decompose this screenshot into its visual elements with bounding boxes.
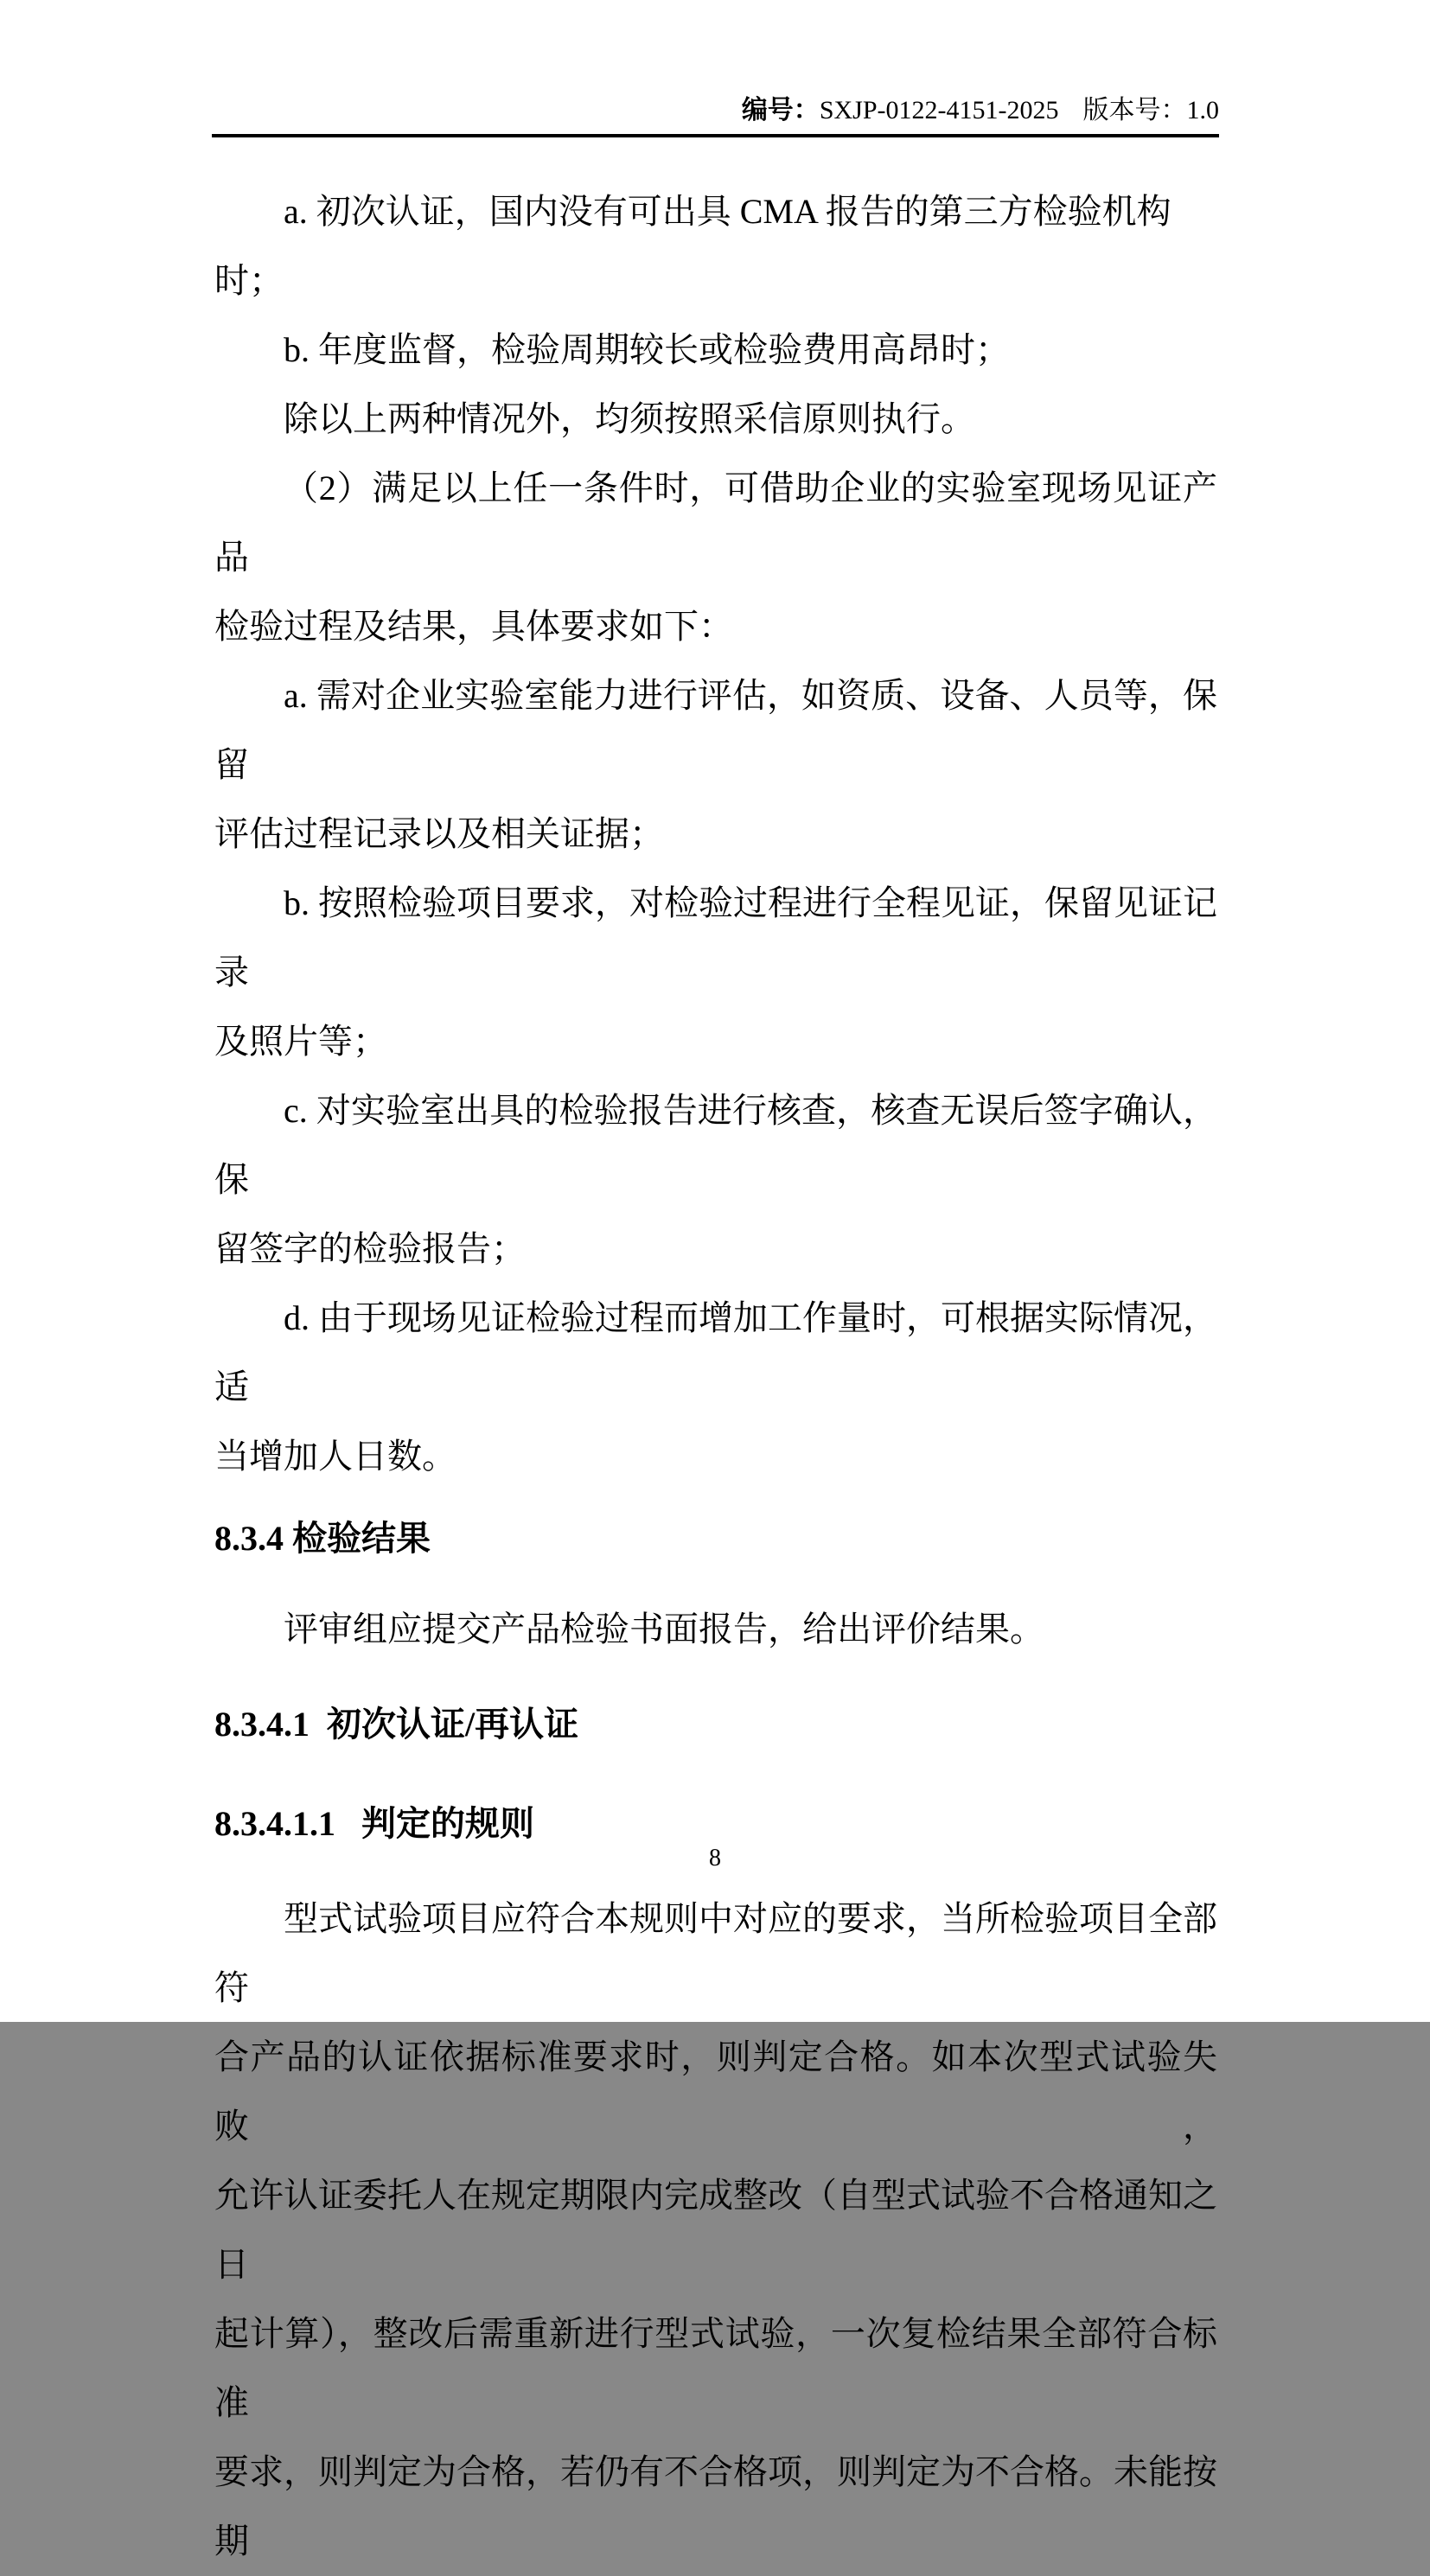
body-line-req-b-start: b. 按照检验项目要求，对检验过程进行全程见证，保留见证记录 bbox=[214, 883, 1217, 992]
body-line-req-d-start: d. 由于现场见证检验过程而增加工作量时，可根据实际情况，适 bbox=[214, 1298, 1217, 1406]
section-heading-8-3-4-1: 8.3.4.1 初次认证/再认证 bbox=[214, 1705, 579, 1744]
body-line-rule-4: 起计算），整改后需重新进行型式试验，一次复检结果全部符合标准 bbox=[214, 2314, 1217, 2422]
body-line-clause-2-end: 检验过程及结果，具体要求如下： bbox=[214, 607, 733, 646]
body-line-item-b: b. 年度监督，检验周期较长或检验费用高昂时； bbox=[284, 330, 1010, 369]
body-line-req-c-start: c. 对实验室出具的检验报告进行核查，核查无误后签字确认，保 bbox=[214, 1091, 1217, 1199]
body-line-rule-5: 要求，则判定为合格，若仍有不合格项，则判定为不合格。未能按期 bbox=[214, 2452, 1217, 2560]
body-line-req-c-end: 留签字的检验报告； bbox=[214, 1229, 526, 1268]
body-line-req-b-end: 及照片等； bbox=[214, 1022, 387, 1061]
document-body bbox=[214, 177, 1217, 2576]
body-line-req-a-start: a. 需对企业实验室能力进行评估，如资质、设备、人员等，保留 bbox=[214, 676, 1217, 784]
header-rule bbox=[212, 134, 1219, 137]
page-header bbox=[742, 93, 1219, 128]
doc-number: SXJP-0122-4151-2025 bbox=[819, 96, 1059, 124]
body-line-req-a-end: 评估过程记录以及相关证据； bbox=[214, 814, 664, 853]
body-line-req-d-end: 当增加人日数。 bbox=[214, 1437, 456, 1476]
body-line-review-report: 评审组应提交产品检验书面报告，给出评价结果。 bbox=[284, 1610, 1044, 1648]
body-line-rule-1: 型式试验项目应符合本规则中对应的要求，当所检验项目全部符 bbox=[214, 1899, 1217, 2007]
body-line-exception-note: 除以上两种情况外，均须按照采信原则执行。 bbox=[284, 399, 975, 438]
doc-number-label: 编号： bbox=[741, 96, 820, 124]
body-line-rule-3: 允许认证委托人在规定期限内完成整改（自型式试验不合格通知之日 bbox=[214, 2176, 1217, 2284]
version-label: 版本号： bbox=[1082, 96, 1187, 124]
body-line-clause-2-start: （2）满足以上任一条件时，可借助企业的实验室现场见证产品 bbox=[214, 469, 1217, 577]
body-line-rule-2: 合产品的认证依据标准要求时，则判定合格。如本次型式试验失败， bbox=[214, 2037, 1217, 2146]
section-heading-8-3-4: 8.3.4 检验结果 bbox=[214, 1519, 431, 1558]
body-line-item-a: a. 初次认证，国内没有可出具 CMA 报告的第三方检验机构时； bbox=[214, 192, 1171, 300]
version-value: 1.0 bbox=[1186, 96, 1219, 124]
page-number: 8 bbox=[709, 1845, 721, 1871]
section-heading-8-3-4-1-1: 8.3.4.1.1 判定的规则 bbox=[214, 1804, 534, 1843]
